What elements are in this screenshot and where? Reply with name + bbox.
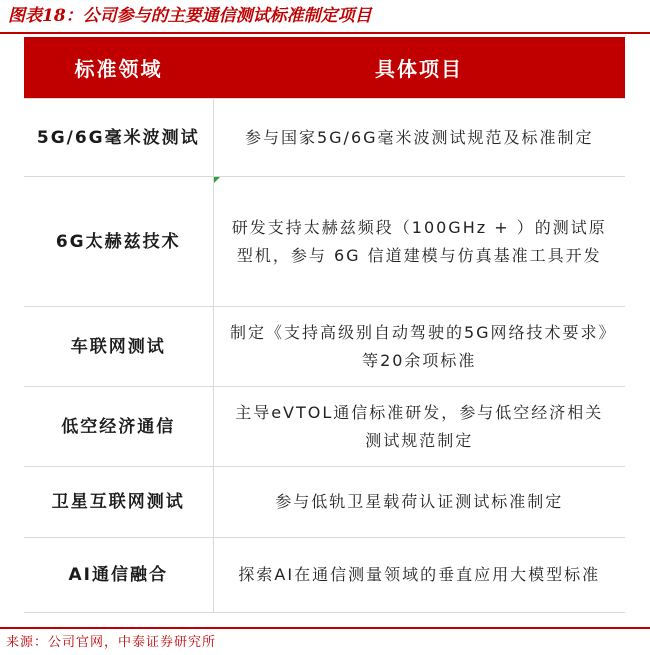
row-detail: 参与国家5G/6G毫米波测试规范及标准制定 <box>213 99 625 177</box>
table-row <box>24 307 625 387</box>
figure-title: 图表18：公司参与的主要通信测试标准制定项目 <box>8 6 372 26</box>
row-domain: AI通信融合 <box>24 538 213 613</box>
row-detail-cell <box>213 177 625 307</box>
row-detail: 制定《支持高级别自动驾驶的5G网络技术要求》等20余项标准 <box>213 307 625 387</box>
row-detail: 主导eVTOL通信标准研发，参与低空经济相关测试规范制定 <box>213 387 625 467</box>
cell-corner-marker <box>214 177 220 183</box>
table-row <box>24 467 625 538</box>
row-domain: 5G/6G毫米波测试 <box>24 99 213 177</box>
row-domain: 车联网测试 <box>24 307 213 387</box>
title-rule <box>0 32 650 34</box>
standards-table <box>24 37 625 613</box>
row-detail: 探索AI在通信测量领域的垂直应用大模型标准 <box>213 538 625 613</box>
row-domain: 卫星互联网测试 <box>24 467 213 538</box>
header-domain: 标准领域 <box>24 37 213 99</box>
row-detail: 参与低轨卫星载荷认证测试标准制定 <box>213 467 625 538</box>
row-detail: 研发支持太赫兹频段（100GHz + ）的测试原型机，参与 6G 信道建模与仿真基准工具开发 <box>231 217 607 265</box>
table-row <box>24 538 625 613</box>
header-detail: 具体项目 <box>213 37 625 99</box>
table-header-row <box>24 37 625 99</box>
row-domain: 6G太赫兹技术 <box>24 177 213 307</box>
row-domain: 低空经济通信 <box>24 387 213 467</box>
table-row <box>24 387 625 467</box>
source-note: 来源：公司官网，中泰证券研究所 <box>6 635 217 650</box>
table-row <box>24 99 625 177</box>
source-rule <box>0 627 650 629</box>
table-row <box>24 177 625 307</box>
